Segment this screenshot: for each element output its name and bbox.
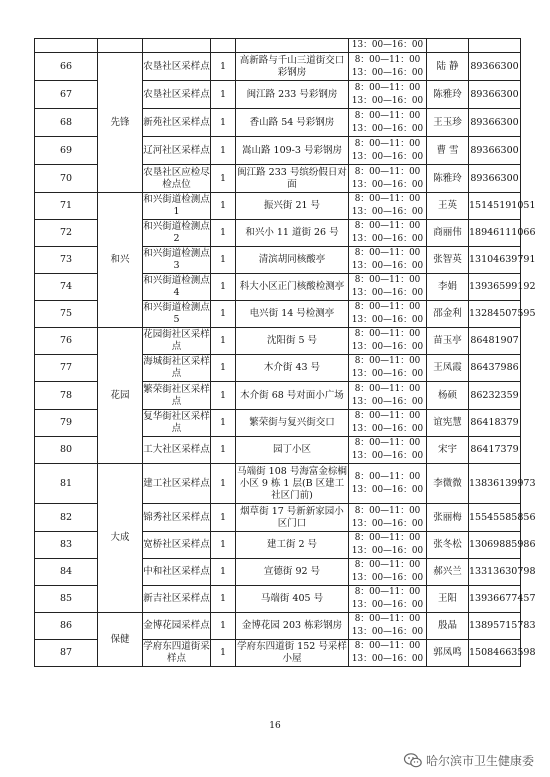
cell-number: 84 bbox=[35, 559, 98, 586]
cell-time bbox=[349, 109, 427, 137]
cell-site-name: 花园街社区采样点 bbox=[143, 328, 211, 355]
cell-site-name: 复华街社区采样点 bbox=[143, 410, 211, 437]
cell-address: 繁荣街与复兴街交口 bbox=[236, 410, 349, 437]
cell-number: 86 bbox=[35, 613, 98, 640]
cell-person: 王英 bbox=[427, 193, 469, 220]
cell-person: 商丽伟 bbox=[427, 220, 469, 247]
cell-site-name: 农垦社区采样点 bbox=[143, 81, 211, 109]
cell-empty bbox=[98, 39, 143, 53]
time-afternoon: 13：00—16：00 bbox=[351, 315, 424, 325]
time-morning: 8：00—11：00 bbox=[354, 82, 421, 93]
cell-number: 78 bbox=[35, 382, 98, 410]
cell-site-name: 和兴街道检测点 1 bbox=[143, 193, 211, 220]
cell-district: 大成 bbox=[98, 464, 143, 613]
cell-address: 沈阳街 5 号 bbox=[236, 328, 349, 355]
cell-phone: 89366300 bbox=[469, 165, 521, 193]
time-afternoon: 13：00—16：00 bbox=[351, 627, 424, 637]
cell-phone: 15545585856 bbox=[469, 504, 521, 532]
cell-address: 闽江路 233 号缤纷假日对面 bbox=[236, 165, 349, 193]
cell-time bbox=[349, 410, 427, 437]
cell-phone: 89366300 bbox=[469, 81, 521, 109]
cell-number: 69 bbox=[35, 137, 98, 165]
cell-site-name: 锦秀社区采样点 bbox=[143, 504, 211, 532]
watermark bbox=[404, 752, 534, 769]
cell-site-name: 和兴街道检测点 3 bbox=[143, 247, 211, 274]
time-morning: 8：00—11：00 bbox=[354, 329, 421, 339]
table-row bbox=[35, 613, 521, 640]
cell-site-name: 新苑社区采样点 bbox=[143, 109, 211, 137]
time-afternoon: 13：00—16：00 bbox=[351, 654, 424, 664]
cell-count: 1 bbox=[211, 586, 236, 613]
cell-count: 1 bbox=[211, 53, 236, 81]
cell-number: 81 bbox=[35, 464, 98, 504]
cell-address: 建工街 2 号 bbox=[236, 532, 349, 559]
cell-address: 清滨胡同核酸亭 bbox=[236, 247, 349, 274]
cell-person: 邵金利 bbox=[427, 301, 469, 328]
time-morning: 8：00—11：00 bbox=[354, 383, 421, 394]
time-morning: 8：00—11：00 bbox=[354, 166, 421, 177]
time-morning: 8：00—11：00 bbox=[354, 54, 421, 65]
cell-number: 79 bbox=[35, 410, 98, 437]
cell-time bbox=[349, 247, 427, 274]
cell-person: 王阳 bbox=[427, 586, 469, 613]
table-row bbox=[35, 328, 521, 355]
cell-person: 杨硕 bbox=[427, 382, 469, 410]
time-afternoon: 13：00—16：00 bbox=[351, 95, 424, 106]
cell-count: 1 bbox=[211, 328, 236, 355]
cell-site-name: 新吉社区采样点 bbox=[143, 586, 211, 613]
cell-time bbox=[349, 81, 427, 109]
cell-number: 75 bbox=[35, 301, 98, 328]
cell-number: 68 bbox=[35, 109, 98, 137]
cell-count: 1 bbox=[211, 165, 236, 193]
cell-count: 1 bbox=[211, 640, 236, 667]
cell-address: 马端街 108 号海富金棕榈小区 9 栋 1 层(B 区建工社区门前) bbox=[236, 464, 349, 504]
cell-number: 74 bbox=[35, 274, 98, 301]
watermark-text: 哈尔滨市卫生健康委 bbox=[425, 754, 534, 768]
page-number: 16 bbox=[269, 721, 281, 731]
time-afternoon: 13：00—16：00 bbox=[351, 546, 424, 556]
cell-site-name: 农垦社区应检尽检点位 bbox=[143, 165, 211, 193]
cell-address: 闽江路 233 号彩钢房 bbox=[236, 81, 349, 109]
cell-count: 1 bbox=[211, 532, 236, 559]
cell-count: 1 bbox=[211, 109, 236, 137]
time-morning: 8：00—11：00 bbox=[354, 438, 421, 448]
time-afternoon: 13：00—16：00 bbox=[351, 573, 424, 583]
cell-phone: 13284507595 bbox=[469, 301, 521, 328]
cell-count: 1 bbox=[211, 437, 236, 464]
cell-number: 71 bbox=[35, 193, 98, 220]
cell-empty bbox=[35, 39, 98, 53]
cell-number: 80 bbox=[35, 437, 98, 464]
cell-phone: 15084663598 bbox=[469, 640, 521, 667]
time-afternoon: 13：00—16：00 bbox=[351, 179, 424, 190]
cell-count: 1 bbox=[211, 410, 236, 437]
cell-empty bbox=[236, 39, 349, 53]
cell-number: 83 bbox=[35, 532, 98, 559]
time-afternoon: 13：00—16：00 bbox=[351, 288, 424, 298]
cell-address: 和兴小 11 道街 26 号 bbox=[236, 220, 349, 247]
cell-site-name: 工大社区采样点 bbox=[143, 437, 211, 464]
cell-person: 陆 静 bbox=[427, 53, 469, 81]
time-morning: 8：00—11：00 bbox=[354, 356, 421, 366]
time-morning: 8：00—11：00 bbox=[354, 560, 421, 570]
cell-count: 1 bbox=[211, 301, 236, 328]
cell-address: 烟草街 17 号新新家园小区门口 bbox=[236, 504, 349, 532]
time-afternoon: 13：00—16：00 bbox=[351, 369, 424, 379]
time-morning: 8：00—11：00 bbox=[354, 302, 421, 312]
cell-site-name: 辽河社区采样点 bbox=[143, 137, 211, 165]
time-afternoon: 13：00—16：00 bbox=[351, 424, 424, 434]
cell-site-name: 建工社区采样点 bbox=[143, 464, 211, 504]
time-afternoon: 13：00—16：00 bbox=[351, 518, 424, 529]
cell-count: 1 bbox=[211, 559, 236, 586]
cell-time bbox=[349, 328, 427, 355]
cell-empty bbox=[427, 39, 469, 53]
cell-count: 1 bbox=[211, 247, 236, 274]
cell-site-name: 学府东四道街采样点 bbox=[143, 640, 211, 667]
cell-address: 嵩山路 109-3 号彩钢房 bbox=[236, 137, 349, 165]
time-morning: 8：00—11：00 bbox=[354, 221, 421, 231]
cell-person: 张丽梅 bbox=[427, 504, 469, 532]
cell-number: 82 bbox=[35, 504, 98, 532]
cell-phone: 18946111066 bbox=[469, 220, 521, 247]
cell-count: 1 bbox=[211, 81, 236, 109]
cell-time bbox=[349, 437, 427, 464]
time-afternoon: 13：00—16：00 bbox=[351, 261, 424, 271]
cell-number: 72 bbox=[35, 220, 98, 247]
cell-count: 1 bbox=[211, 464, 236, 504]
time-morning: 8：00—11：00 bbox=[354, 471, 421, 482]
cell-count: 1 bbox=[211, 137, 236, 165]
cell-site-name: 繁荣街社区采样点 bbox=[143, 382, 211, 410]
cell-count: 1 bbox=[211, 504, 236, 532]
cell-number: 85 bbox=[35, 586, 98, 613]
cell-person: 曹 雪 bbox=[427, 137, 469, 165]
cell-person: 李微微 bbox=[427, 464, 469, 504]
time-afternoon: 13：00—16：00 bbox=[351, 342, 424, 352]
cell-person: 宋宇 bbox=[427, 437, 469, 464]
cell-phone: 89366300 bbox=[469, 53, 521, 81]
cell-phone: 13104639791 bbox=[469, 247, 521, 274]
cell-person: 郭凤鸣 bbox=[427, 640, 469, 667]
time-morning: 8：00—11：00 bbox=[354, 411, 421, 421]
cell-person: 郝兴兰 bbox=[427, 559, 469, 586]
time-morning: 8：00—11：00 bbox=[354, 138, 421, 149]
cell-count: 1 bbox=[211, 382, 236, 410]
cell-count: 1 bbox=[211, 613, 236, 640]
cell-site-name: 农垦社区采样点 bbox=[143, 53, 211, 81]
table-row bbox=[35, 193, 521, 220]
cell-address: 宣德街 92 号 bbox=[236, 559, 349, 586]
cell-time bbox=[349, 165, 427, 193]
cell-number: 70 bbox=[35, 165, 98, 193]
cell-phone: 89366300 bbox=[469, 137, 521, 165]
cell-person: 陈雅玲 bbox=[427, 165, 469, 193]
cell-phone: 89366300 bbox=[469, 109, 521, 137]
cell-empty bbox=[211, 39, 236, 53]
cell-count: 1 bbox=[211, 220, 236, 247]
cell-site-name: 和兴街道检测点 5 bbox=[143, 301, 211, 328]
time-morning: 8：00—11：00 bbox=[354, 110, 421, 121]
time-morning: 8：00—11：00 bbox=[354, 533, 421, 543]
cell-district: 先锋 bbox=[98, 53, 143, 193]
cell-person: 苗玉亭 bbox=[427, 328, 469, 355]
cell-time bbox=[349, 53, 427, 81]
cell-time bbox=[349, 532, 427, 559]
cell-count: 1 bbox=[211, 355, 236, 382]
time-afternoon: 13：00—16：00 bbox=[351, 484, 424, 495]
time-afternoon: 13：00—16：00 bbox=[351, 234, 424, 244]
cell-time bbox=[349, 301, 427, 328]
cell-site-name: 和兴街道检测点 2 bbox=[143, 220, 211, 247]
cell-person: 李娟 bbox=[427, 274, 469, 301]
cell-site-name: 海城街社区采样点 bbox=[143, 355, 211, 382]
cell-phone: 86417379 bbox=[469, 437, 521, 464]
cell-number: 87 bbox=[35, 640, 98, 667]
cell-address: 香山路 54 号彩钢房 bbox=[236, 109, 349, 137]
cell-phone: 86418379 bbox=[469, 410, 521, 437]
cell-address: 金博花园 203 栋彩钢房 bbox=[236, 613, 349, 640]
cell-phone: 13313630798 bbox=[469, 559, 521, 586]
table-row bbox=[35, 464, 521, 504]
cell-person: 王凤霞 bbox=[427, 355, 469, 382]
cell-person: 谊宪慧 bbox=[427, 410, 469, 437]
cell-time bbox=[349, 613, 427, 640]
cell-address: 园丁小区 bbox=[236, 437, 349, 464]
cell-district: 保健 bbox=[98, 613, 143, 667]
cell-address: 马端街 405 号 bbox=[236, 586, 349, 613]
cell-phone: 86481907 bbox=[469, 328, 521, 355]
wechat-icon bbox=[404, 753, 422, 768]
cell-site-name: 中和社区采样点 bbox=[143, 559, 211, 586]
cell-address: 木介街 68 号对面小广场 bbox=[236, 382, 349, 410]
cell-address: 科大小区正门核酸检测亭 bbox=[236, 274, 349, 301]
time-afternoon: 13：00—16：00 bbox=[351, 123, 424, 134]
cell-district: 和兴 bbox=[98, 193, 143, 328]
cell-time bbox=[349, 586, 427, 613]
cell-address: 高新路与千山三道街交口彩钢房 bbox=[236, 53, 349, 81]
cell-number: 77 bbox=[35, 355, 98, 382]
cell-time bbox=[349, 504, 427, 532]
time-morning: 8：00—11：00 bbox=[354, 641, 421, 651]
cell-site-name: 金博花园采样点 bbox=[143, 613, 211, 640]
cell-phone: 13895715783 bbox=[469, 613, 521, 640]
cell-time bbox=[349, 137, 427, 165]
time-morning: 8：00—11：00 bbox=[354, 505, 421, 516]
cell-site-name: 和兴街道检测点 4 bbox=[143, 274, 211, 301]
cell-empty bbox=[469, 39, 521, 53]
cell-number: 67 bbox=[35, 81, 98, 109]
cell-address: 木介街 43 号 bbox=[236, 355, 349, 382]
cell-time bbox=[349, 355, 427, 382]
time-afternoon: 13：00—16：00 bbox=[351, 600, 424, 610]
cell-person: 殷晶 bbox=[427, 613, 469, 640]
time-morning: 8：00—11：00 bbox=[354, 275, 421, 285]
cell-time bbox=[349, 193, 427, 220]
cell-number: 66 bbox=[35, 53, 98, 81]
time-afternoon: 13：00—16：00 bbox=[351, 67, 424, 78]
cell-phone: 15145191051 bbox=[469, 193, 521, 220]
cell-phone: 13836139973 bbox=[469, 464, 521, 504]
table-row bbox=[35, 39, 521, 53]
time-morning: 8：00—11：00 bbox=[354, 587, 421, 597]
time-afternoon: 13：00—16：00 bbox=[351, 207, 424, 217]
cell-person: 张冬松 bbox=[427, 532, 469, 559]
cell-district: 花园 bbox=[98, 328, 143, 464]
cell-address: 学府东四道街 152 号采样小屋 bbox=[236, 640, 349, 667]
cell-phone: 86437986 bbox=[469, 355, 521, 382]
time-afternoon: 13：00—16：00 bbox=[351, 451, 424, 461]
cell-empty bbox=[143, 39, 211, 53]
cell-phone: 13069885986 bbox=[469, 532, 521, 559]
cell-phone: 13936599192 bbox=[469, 274, 521, 301]
cell-address: 电兴街 14 号检测亭 bbox=[236, 301, 349, 328]
time-afternoon: 13：00—16：00 bbox=[351, 151, 424, 162]
cell-phone: 13936677457 bbox=[469, 586, 521, 613]
cell-time: 13：00—16：00 bbox=[349, 39, 427, 53]
time-morning: 8：00—11：00 bbox=[354, 614, 421, 624]
cell-count: 1 bbox=[211, 274, 236, 301]
table-row bbox=[35, 53, 521, 81]
cell-person: 陈雅玲 bbox=[427, 81, 469, 109]
cell-number: 76 bbox=[35, 328, 98, 355]
cell-person: 王玉珍 bbox=[427, 109, 469, 137]
time-morning: 8：00—11：00 bbox=[354, 248, 421, 258]
cell-site-name: 宽桥社区采样点 bbox=[143, 532, 211, 559]
sampling-sites-table bbox=[34, 38, 536, 667]
cell-count: 1 bbox=[211, 193, 236, 220]
time-afternoon: 13：00—16：00 bbox=[351, 396, 424, 407]
cell-address: 振兴街 21 号 bbox=[236, 193, 349, 220]
cell-time bbox=[349, 464, 427, 504]
cell-time bbox=[349, 274, 427, 301]
time-morning: 8：00—11：00 bbox=[354, 194, 421, 204]
cell-time bbox=[349, 382, 427, 410]
cell-person: 张智英 bbox=[427, 247, 469, 274]
cell-time bbox=[349, 220, 427, 247]
cell-time bbox=[349, 559, 427, 586]
cell-number: 73 bbox=[35, 247, 98, 274]
cell-phone: 86232359 bbox=[469, 382, 521, 410]
cell-time bbox=[349, 640, 427, 667]
